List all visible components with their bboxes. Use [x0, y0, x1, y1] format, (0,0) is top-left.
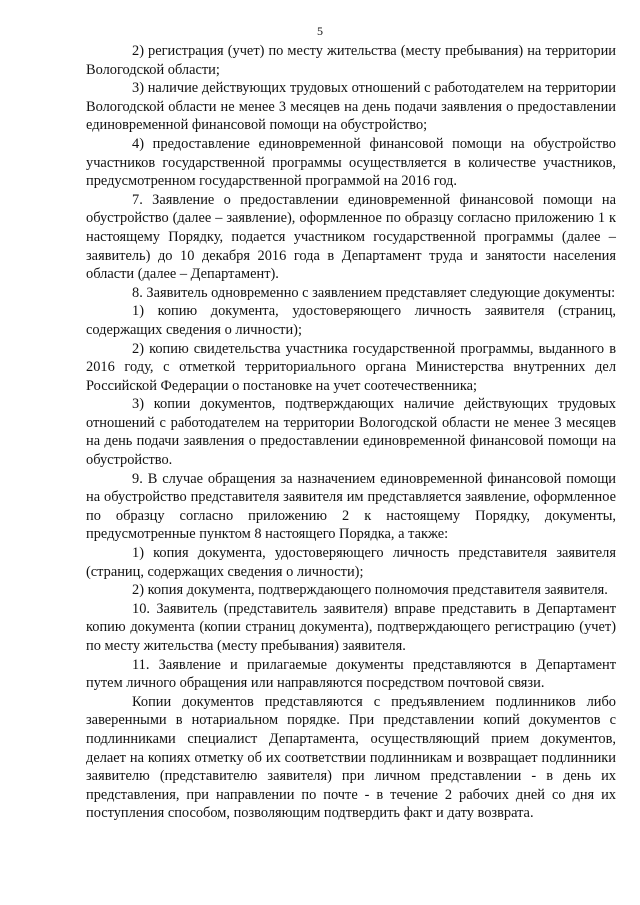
paragraph-clause-10: 10. Заявитель (представитель заявителя) вправе представить в Департамент копию документа (копии страниц документа), подтверждающего регистрацию (учет) по месту жительства (месту пребывания) заявителя. [86, 600, 616, 654]
paragraph-clause-8-item-2: 2) копию свидетельства участника государственной программы, выданного в 2016 году, с отметкой территориального органа Министерства внутренних дел Российской Федерации о постановке на учет соотечественника; [86, 340, 616, 394]
paragraph-copies: Копии документов представляются с предъявлением подлинников либо заверенными в нотариальном порядке. При представлении копий документов с подлинниками специалист Департамента, осуществляющий прием документов, делает на копиях отметку об их соответствии подлинникам и возвращает подлинники заявителю (представителю заявителя) при личном представлении - в день их представления, при направлении по почте - в течение 2 рабочих дней со дня их поступления способом, позволяющим подтвердить факт и дату возврата. [86, 693, 616, 822]
paragraph-clause-8: 8. Заявитель одновременно с заявлением представляет следующие документы: [132, 284, 616, 301]
paragraph-clause-9-item-1: 1) копия документа, удостоверяющего личность представителя заявителя (страниц, содержащих сведения о личности); [86, 545, 616, 580]
paragraph-clause-8-item-1: 1) копию документа, удостоверяющего личность заявителя (страниц, содержащих сведения о личности); [86, 303, 616, 338]
paragraph-clause-9: 9. В случае обращения за назначением единовременной финансовой помощи на обустройство представителя заявителя им представляется заявление, оформленное по образцу согласно приложению 2 к настоящему Порядку, документы, предусмотренные пунктом 8 настоящего Порядка, а также: [86, 470, 616, 543]
paragraph-clause-8-item-3: 3) копии документов, подтверждающих наличие действующих трудовых отношений с работодателем на территории Вологодской области не менее 3 месяцев на день подачи заявления о предоставлении единовременной финансовой помощи на обустройство. [86, 396, 616, 469]
page-number: 5 [317, 24, 323, 38]
paragraph-clause-9-item-2: 2) копия документа, подтверждающего полномочия представителя заявителя. [132, 582, 608, 599]
document-body [86, 42, 616, 823]
paragraph-item-3-employment: 3) наличие действующих трудовых отношений с работодателем на территории Вологодской области не менее 3 месяцев на день подачи заявления о предоставлении единовременной финансовой помощи на обустройство; [86, 80, 616, 134]
paragraph-clause-11: 11. Заявление и прилагаемые документы представляются в Департамент путем личного обращения или направляются посредством почтовой связи. [86, 656, 616, 692]
paragraph-clause-7: 7. Заявление о предоставлении единовременной финансовой помощи на обустройство (далее – заявление), оформленное по образцу согласно приложению 1 к настоящему Порядку, подается участником государственной программы (далее – заявитель) до 10 декабря 2016 года в Департамент труда и занятости населения области (далее – Департамент). [86, 191, 616, 283]
paragraph-item-2-registration: 2) регистрация (учет) по месту жительства (месту пребывания) на территории Вологодской области; [86, 43, 616, 78]
paragraph-item-4-quota: 4) предоставление единовременной финансовой помощи на обустройство участников государственной программы осуществляется в количестве участников, предусмотренном государственной программой на 2016 год. [86, 135, 616, 190]
